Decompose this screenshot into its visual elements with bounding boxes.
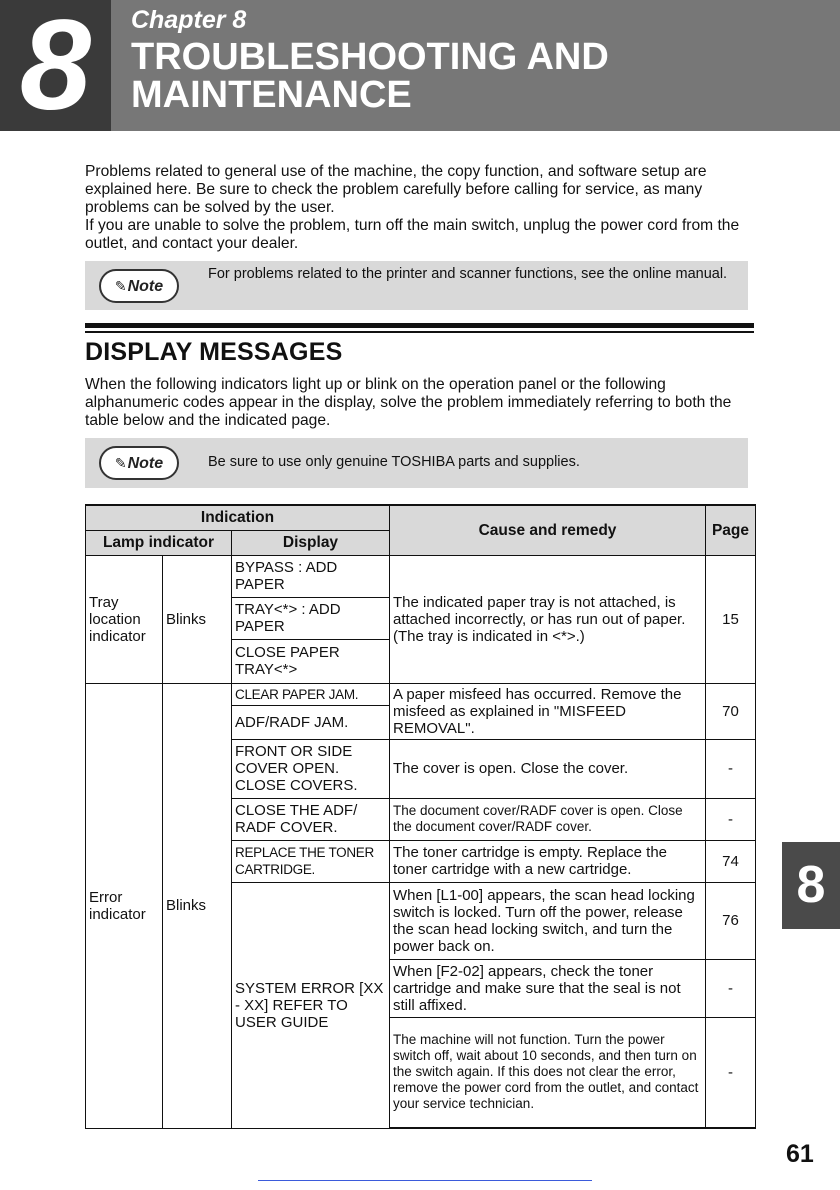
cause-cell: The cover is open. Close the cover.	[390, 739, 706, 798]
tray-state-cell: Blinks	[163, 555, 232, 683]
header-page: Page	[706, 505, 756, 555]
note-badge-label: Note	[127, 278, 164, 295]
display-cell: TRAY<*> : ADD PAPER	[232, 597, 390, 639]
intro-paragraph-2: If you are unable to solve the problem, turn off the main switch, unplug the power cord from the outlet, and contact your dealer.	[85, 217, 740, 252]
note-text-1: For problems related to the printer and scanner functions, see the online manual.	[208, 266, 728, 282]
chapter-title-line2: MAINTENANCE	[131, 74, 412, 116]
intro-text	[85, 163, 745, 253]
pencil-icon: ✎	[114, 455, 127, 471]
note-badge-label: Note	[127, 455, 164, 472]
display-cell: ADF/RADF JAM.	[232, 705, 390, 739]
cause-cell: The machine will not function. Turn the power switch off, wait about 10 seconds, and then turn on the switch again. If this does not clear the error, remove the power cord from the outlet, and contact your service technician.	[390, 1017, 706, 1127]
page-cell: -	[706, 798, 756, 840]
header-display: Display	[232, 530, 390, 555]
header-cause: Cause and remedy	[390, 505, 706, 555]
spacer-cell	[390, 1127, 756, 1128]
header-indication: Indication	[86, 505, 390, 530]
table-row	[86, 555, 756, 597]
note-badge	[99, 446, 179, 480]
cause-cell: The toner cartridge is empty. Replace the toner cartridge with a new cartridge.	[390, 840, 706, 882]
error-state-cell: Blinks	[163, 683, 232, 1128]
page-cell: 74	[706, 840, 756, 882]
chapter-title-line1: TROUBLESHOOTING AND	[131, 36, 609, 78]
display-cell: REPLACE THE TONER CARTRIDGE.	[232, 840, 390, 882]
cause-cell: When [L1-00] appears, the scan head locking switch is locked. Turn off the power, release the scan head locking switch, and turn the power back on.	[390, 882, 706, 959]
note-badge	[99, 269, 179, 303]
section-title: DISPLAY MESSAGES	[85, 338, 343, 366]
note-box-2	[85, 438, 748, 488]
display-cell: SYSTEM ERROR [XX - XX] REFER TO USER GUIDE	[232, 882, 390, 1128]
intro-paragraph-1: Problems related to general use of the machine, the copy function, and software setup are explained here. Be sure to check the problem carefully before calling for service, as many problems can be solved by the user.	[85, 163, 707, 216]
display-messages-table	[85, 504, 756, 1129]
error-lamp-cell: Error indicator	[86, 683, 163, 1128]
pencil-icon: ✎	[114, 278, 127, 294]
section-rule-thin	[85, 331, 754, 333]
table-row	[86, 683, 756, 705]
cause-cell: A paper misfeed has occurred. Remove the misfeed as explained in "MISFEED REMOVAL".	[390, 683, 706, 739]
display-cell: FRONT OR SIDE COVER OPEN. CLOSE COVERS.	[232, 739, 390, 798]
display-cell: CLOSE PAPER TRAY<*>	[232, 639, 390, 683]
page-cell: 76	[706, 882, 756, 959]
display-cell: CLEAR PAPER JAM.	[232, 683, 390, 705]
section-body: When the following indicators light up or blink on the operation panel or the following alphanumeric codes appear in the display, solve the problem immediately referring to both the table below and the indicated page.	[85, 376, 732, 429]
chapter-number-block: 8	[0, 0, 111, 131]
page-cell: -	[706, 959, 756, 1017]
page-cell: -	[706, 1017, 756, 1127]
chapter-header	[111, 0, 840, 131]
note-box-1	[85, 261, 748, 310]
display-cell: BYPASS : ADD PAPER	[232, 555, 390, 597]
table-header-row	[86, 505, 756, 530]
page-cell: 15	[706, 555, 756, 683]
bottom-link-underline	[258, 1180, 592, 1181]
chapter-label: Chapter 8	[131, 6, 247, 34]
tray-lamp-cell: Tray location indicator	[86, 555, 163, 683]
display-cell: CLOSE THE ADF/ RADF COVER.	[232, 798, 390, 840]
page-number: 61	[786, 1140, 814, 1168]
page-cell: -	[706, 739, 756, 798]
cause-cell: The indicated paper tray is not attached, is attached incorrectly, or has run out of paper. (The tray is indicated in <*>.)	[390, 555, 706, 683]
cause-cell: When [F2-02] appears, check the toner cartridge and make sure that the seal is not still affixed.	[390, 959, 706, 1017]
section-rule-thick	[85, 323, 754, 328]
note-text-2: Be sure to use only genuine TOSHIBA parts and supplies.	[208, 454, 580, 470]
header-lamp-indicator: Lamp indicator	[86, 530, 232, 555]
page-cell: 70	[706, 683, 756, 739]
cause-cell: The document cover/RADF cover is open. Close the document cover/RADF cover.	[390, 798, 706, 840]
chapter-title	[131, 38, 831, 114]
chapter-side-tab: 8	[782, 842, 840, 929]
